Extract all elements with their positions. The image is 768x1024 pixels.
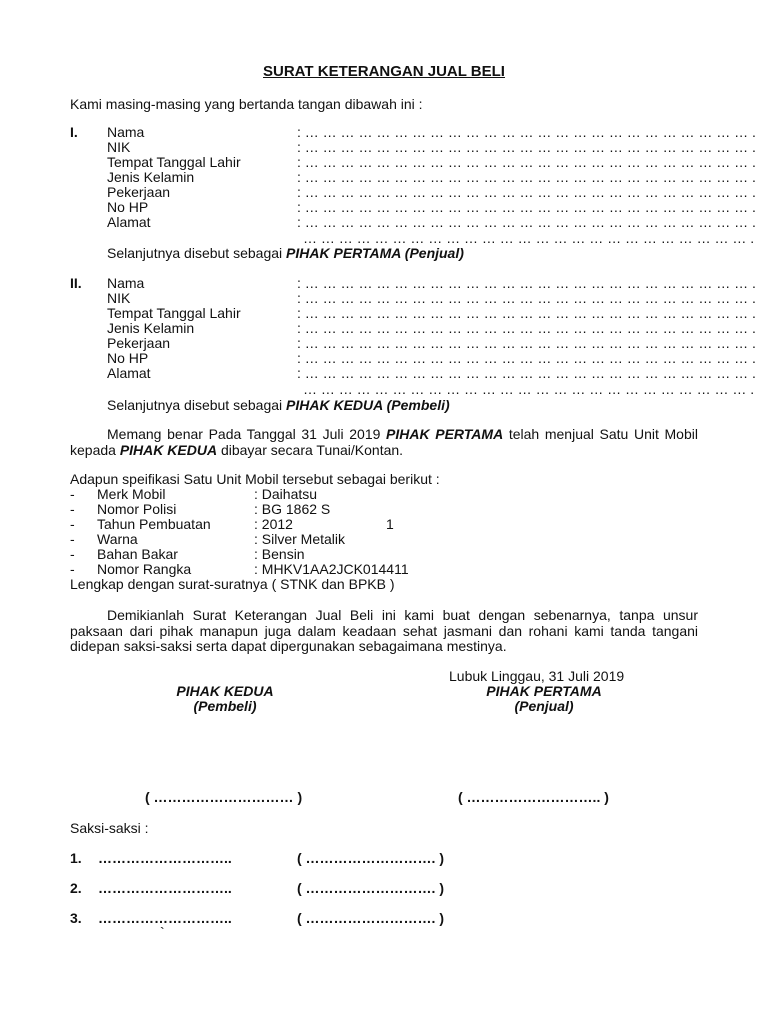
party2-dots-alamat-cont: … … … … … … … … … … … … … … … … … … … … … … … … … .: [303, 381, 755, 397]
party1-field-ttl: Tempat Tanggal Lahir: [107, 154, 241, 170]
party2-dots-jk: : … … … … … … … … … … … … … … … … … … … … … … … … … .: [297, 320, 756, 336]
party1-number: I.: [70, 124, 78, 140]
party1-dots-hp: : … … … … … … … … … … … … … … … … … … … … … … … … … .: [297, 199, 756, 215]
spec-label: Nomor Rangka: [97, 561, 192, 577]
witness-number: 2.: [70, 880, 82, 896]
witness-sign-blank: ( ………………………. ): [297, 880, 444, 896]
spec-value: : 2012: [254, 516, 293, 532]
party1-field-nama: Nama: [107, 124, 145, 140]
spec-label: Merk Mobil: [97, 486, 166, 502]
party1-dots-alamat-cont: … … … … … … … … … … … … … … … … … … … … … … … … … .: [303, 230, 755, 246]
spec-dash: -: [70, 486, 75, 502]
sign-right-blank: ( ……………………….. ): [458, 789, 609, 805]
party2-dots-pekerjaan: : … … … … … … … … … … … … … … … … … … … … … … … … … .: [297, 335, 756, 351]
sign-right-title: PIHAK PERTAMA: [486, 683, 602, 699]
party2-field-ttl: Tempat Tanggal Lahir: [107, 305, 241, 321]
witness-name-blank: ………………………..: [98, 880, 232, 896]
spec-dash: -: [70, 561, 75, 577]
party2-number: II.: [70, 275, 82, 291]
party1-dots-jk: : … … … … … … … … … … … … … … … … … … … … … … … … … .: [297, 169, 756, 185]
sign-left-blank: ( ………………………… ): [145, 789, 303, 805]
party2-dots-ttl: : … … … … … … … … … … … … … … … … … … … … … … … … … .: [297, 305, 756, 321]
spec-label: Warna: [97, 531, 138, 547]
spec-extra: 1: [386, 516, 394, 532]
spec-dash: -: [70, 531, 75, 547]
party2-dots-hp: : … … … … … … … … … … … … … … … … … … … … … … … … … .: [297, 350, 756, 366]
witness-sign-blank: ( ………………………. ): [297, 910, 444, 926]
party1-field-hp: No HP: [107, 199, 149, 215]
party1-dots-ttl: : … … … … … … … … … … … … … … … … … … … … … … … … … .: [297, 154, 756, 170]
spec-dash: -: [70, 516, 75, 532]
party1-field-alamat: Alamat: [107, 214, 151, 230]
party2-designation: Selanjutnya disebut sebagai PIHAK KEDUA (Pembeli): [107, 397, 450, 413]
spec-value: : MHKV1AA2JCK014411: [254, 561, 409, 577]
spec-value: : Bensin: [254, 546, 305, 562]
spec-value: : BG 1862 S: [254, 501, 331, 517]
party1-designation: Selanjutnya disebut sebagai PIHAK PERTAMA (Penjual): [107, 245, 464, 261]
spec-dash: -: [70, 501, 75, 517]
party1-field-pekerjaan: Pekerjaan: [107, 184, 171, 200]
statement-paragraph: Memang benar Pada Tanggal 31 Juli 2019 PIHAK PERTAMA telah menjual Satu Unit Mobil kepada PIHAK KEDUA dibayar secara Tunai/Kontan.: [70, 426, 698, 458]
spec-intro: Adapun speifikasi Satu Unit Mobil tersebut sebagai berikut :: [70, 471, 440, 487]
intro-text: Kami masing-masing yang bertanda tangan dibawah ini :: [70, 96, 423, 112]
witness-number: 1.: [70, 850, 82, 866]
spec-value: : Silver Metalik: [254, 531, 346, 547]
party1-field-nik: NIK: [107, 139, 131, 155]
party2-dots-nama: : … … … … … … … … … … … … … … … … … … … … … … … … … .: [297, 275, 756, 291]
witness-name-blank: ………………………..: [98, 910, 232, 926]
spec-outro: Lengkap dengan surat-suratnya ( STNK dan BPKB ): [70, 576, 395, 592]
party2-field-pekerjaan: Pekerjaan: [107, 335, 171, 351]
place-date: Lubuk Linggau, 31 Juli 2019: [449, 668, 625, 684]
stray-mark: `: [160, 924, 165, 940]
closing-paragraph: Demikianlah Surat Keterangan Jual Beli ini kami buat dengan sebenarnya, tanpa unsur paksaan dari pihak manapun juga dalam keadaan sehat jasmani dan rohani kami tanda tangani didepan saksi-saksi serta dapat dipergunakan sebagaimana mestinya.: [70, 607, 698, 654]
party2-dots-nik: : … … … … … … … … … … … … … … … … … … … … … … … … … .: [297, 290, 756, 306]
party2-field-nama: Nama: [107, 275, 145, 291]
party2-field-alamat: Alamat: [107, 365, 151, 381]
witness-number: 3.: [70, 910, 82, 926]
party2-field-jk: Jenis Kelamin: [107, 320, 195, 336]
witness-name-blank: ………………………..: [98, 850, 232, 866]
party2-role: PIHAK KEDUA (Pembeli): [286, 397, 450, 413]
spec-label: Nomor Polisi: [97, 501, 177, 517]
spec-value: : Daihatsu: [254, 486, 318, 502]
page-title: SURAT KETERANGAN JUAL BELI: [263, 63, 505, 80]
witness-sign-blank: ( ………………………. ): [297, 850, 444, 866]
sign-left-title: PIHAK KEDUA: [176, 683, 274, 699]
spec-dash: -: [70, 546, 75, 562]
party1-field-jk: Jenis Kelamin: [107, 169, 195, 185]
witness-label: Saksi-saksi :: [70, 820, 149, 836]
party2-dots-alamat: : … … … … … … … … … … … … … … … … … … … … … … … … … .: [297, 365, 756, 381]
party1-dots-nama: : … … … … … … … … … … … … … … … … … … … … … … … … … .: [297, 124, 756, 140]
party1-dots-nik: : … … … … … … … … … … … … … … … … … … … … … … … … … .: [297, 139, 756, 155]
party2-field-nik: NIK: [107, 290, 131, 306]
party2-field-hp: No HP: [107, 350, 149, 366]
party1-dots-alamat: : … … … … … … … … … … … … … … … … … … … … … … … … … .: [297, 214, 756, 230]
sign-left-sub: (Pembeli): [193, 698, 257, 714]
spec-label: Bahan Bakar: [97, 546, 178, 562]
sign-right-sub: (Penjual): [514, 698, 574, 714]
party1-dots-pekerjaan: : … … … … … … … … … … … … … … … … … … … … … … … … … .: [297, 184, 756, 200]
party1-role: PIHAK PERTAMA (Penjual): [286, 245, 464, 261]
spec-label: Tahun Pembuatan: [97, 516, 211, 532]
